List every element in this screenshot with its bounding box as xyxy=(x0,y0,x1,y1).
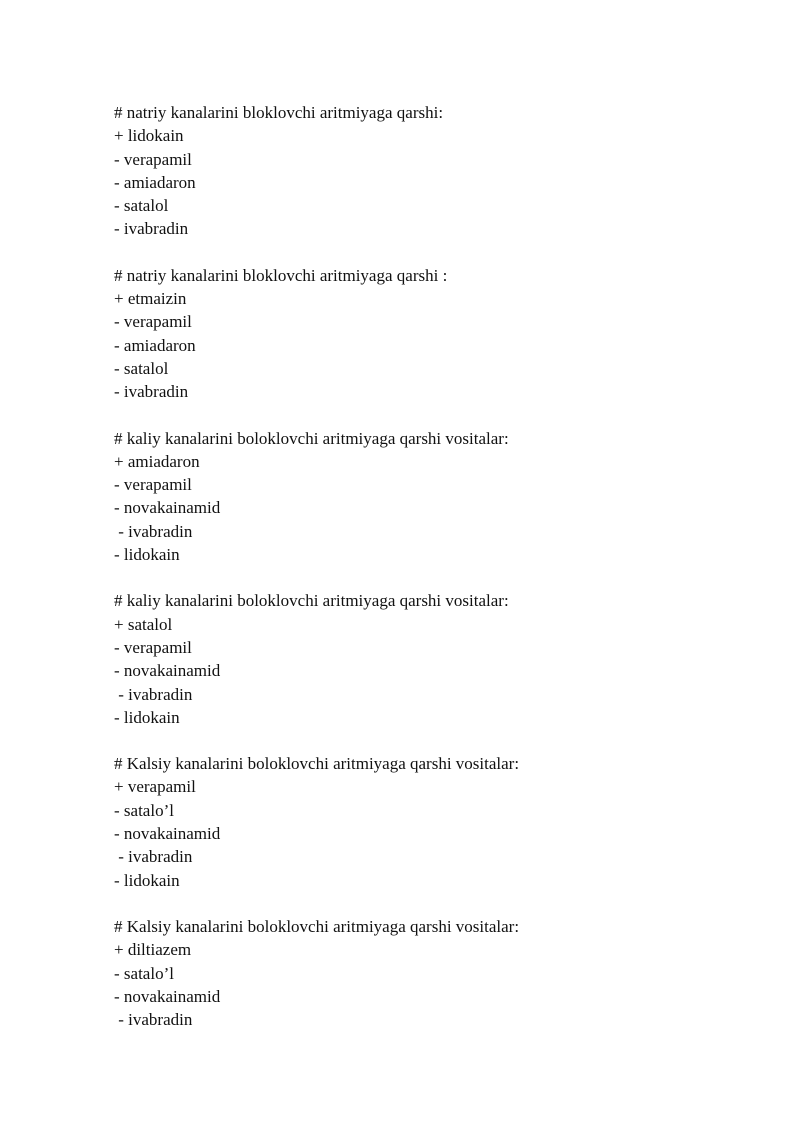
answer-option: - verapamil xyxy=(114,475,192,495)
answer-option-correct: + amiadaron xyxy=(114,451,200,471)
answer-option: - satalol xyxy=(114,196,169,216)
answer-option-correct: + satalol xyxy=(114,614,173,634)
question-block xyxy=(114,264,774,404)
question-block xyxy=(114,427,774,567)
question-block xyxy=(114,589,774,729)
answer-option: - verapamil xyxy=(114,149,192,169)
answer-option-correct: + lidokain xyxy=(114,126,184,146)
answer-option: - verapamil xyxy=(114,637,192,657)
answer-option: - novakainamid xyxy=(114,498,221,518)
answer-option: - satalo’l xyxy=(114,963,174,983)
question-text: # kaliy kanalarini boloklovchi aritmiyaga qarshi vositalar: xyxy=(114,591,509,611)
answer-option-correct: + etmaizin xyxy=(114,289,187,309)
question-text: # Kalsiy kanalarini boloklovchi aritmiyaga qarshi vositalar: xyxy=(114,754,520,774)
answer-option: - lidokain xyxy=(114,870,180,890)
answer-option: - lidokain xyxy=(114,707,180,727)
answer-option: - ivabradin xyxy=(114,521,193,541)
question-text: # Kalsiy kanalarini boloklovchi aritmiyaga qarshi vositalar: xyxy=(114,916,520,936)
question-text: # kaliy kanalarini boloklovchi aritmiyaga qarshi vositalar: xyxy=(114,428,509,448)
question-text: # natriy kanalarini bloklovchi aritmiyaga qarshi : xyxy=(114,265,448,285)
answer-option: - lidokain xyxy=(114,545,180,565)
question-text: # natriy kanalarini bloklovchi aritmiyaga qarshi: xyxy=(114,103,444,122)
answer-option: - verapamil xyxy=(114,312,192,332)
answer-option: - ivabradin xyxy=(114,382,189,402)
answer-option: - amiadaron xyxy=(114,172,196,192)
question-block xyxy=(114,752,774,892)
answer-option: - novakainamid xyxy=(114,824,221,844)
answer-option: - novakainamid xyxy=(114,986,221,1006)
answer-option: - ivabradin xyxy=(114,684,193,704)
answer-option: - amiadaron xyxy=(114,335,196,355)
document-page xyxy=(114,101,774,1054)
question-block xyxy=(114,915,774,1031)
answer-option: - satalol xyxy=(114,358,169,378)
answer-option: - satalo’l xyxy=(114,800,174,820)
answer-option: - ivabradin xyxy=(114,1010,193,1030)
answer-option: - ivabradin xyxy=(114,219,189,239)
question-block xyxy=(114,101,774,241)
answer-option-correct: + diltiazem xyxy=(114,940,192,960)
answer-option: - novakainamid xyxy=(114,661,221,681)
answer-option-correct: + verapamil xyxy=(114,777,196,797)
answer-option: - ivabradin xyxy=(114,847,193,867)
